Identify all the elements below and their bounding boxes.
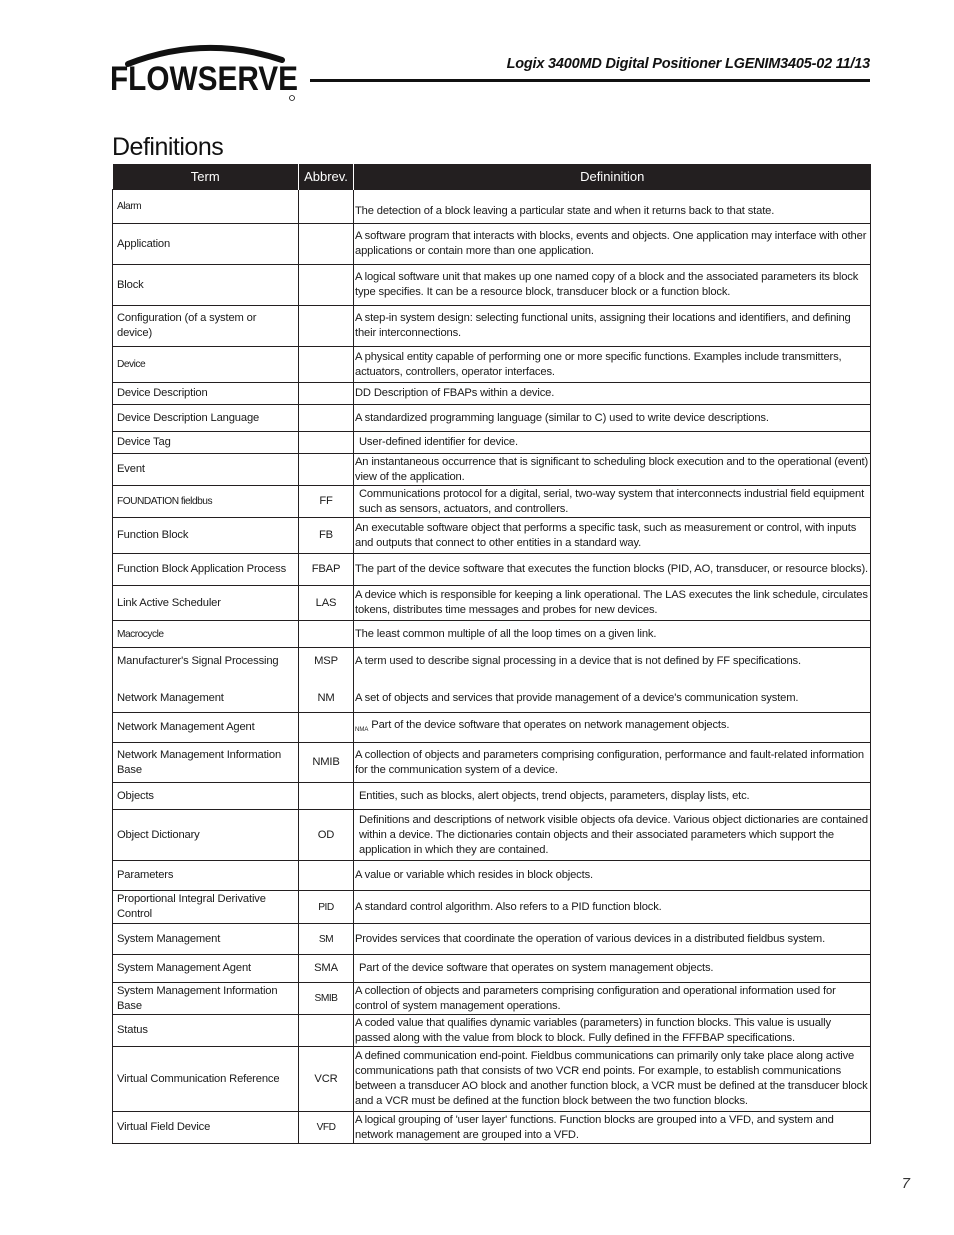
- term-cell: System Management Information Base: [113, 983, 299, 1015]
- definition-cell: An executable software object that performs a specific task, such as measurement or control, with inputs and outputs that connect to other entities in a standard way.: [354, 518, 871, 554]
- table-row: [113, 861, 871, 891]
- definition-cell: Definitions and descriptions of network visible objects ofa device. Various object dictionaries are contained within a device. The dictionaries contain objects and their associated parameters which support the application in which they are contained.: [354, 810, 871, 861]
- table-row: [113, 190, 871, 224]
- abbrev-cell: [299, 1015, 354, 1047]
- table-row: [113, 306, 871, 347]
- term-cell: Device Description Language: [113, 405, 299, 432]
- definition-cell: Part of the device software that operates on system management objects.: [354, 955, 871, 983]
- abbrev-cell: FB: [299, 518, 354, 554]
- term-cell: Object Dictionary: [113, 810, 299, 861]
- table-row: [113, 783, 871, 810]
- abbrev-cell: [299, 783, 354, 810]
- table-row: [113, 486, 871, 518]
- table-row: [113, 924, 871, 955]
- term-cell: Status: [113, 1015, 299, 1047]
- table-row: [113, 955, 871, 983]
- definition-cell: The part of the device software that executes the function blocks (PID, AO, transducer, or resource blocks).: [354, 554, 871, 586]
- table-row: [113, 1015, 871, 1047]
- abbrev-cell: [299, 265, 354, 306]
- table-header: [113, 164, 871, 190]
- table-row: [113, 983, 871, 1015]
- column-header-abbrev: Abbrev.: [299, 164, 354, 190]
- page-number: 7: [901, 1175, 910, 1192]
- term-cell: Proportional Integral Derivative Control: [113, 891, 299, 924]
- definition-cell: A software program that interacts with blocks, events and objects. One application may interface with other applications or contain more than one application.: [354, 224, 871, 265]
- section-title: Definitions: [112, 133, 224, 161]
- term-cell: Objects: [113, 783, 299, 810]
- term-cell: Device Description: [113, 383, 299, 405]
- abbrev-cell: [299, 347, 354, 383]
- definition-line: A set of objects and services that provide management of a device's communication system.: [355, 692, 799, 704]
- definition-cell: A logical software unit that makes up one named copy of a block and the associated parameters its block type specifies. It can be a resource block, transducer block or a function block.: [354, 265, 871, 306]
- abbrev-cell: SM: [299, 924, 354, 955]
- term-cell: Parameters: [113, 861, 299, 891]
- table-row: [113, 224, 871, 265]
- abbrev-cell: FF: [299, 486, 354, 518]
- abbrev-cell: FBAP: [299, 554, 354, 586]
- definition-cell: [354, 648, 871, 713]
- definition-cell: The least common multiple of all the loop times on a given link.: [354, 621, 871, 648]
- abbrev-cell: [299, 861, 354, 891]
- abbrev-cell: VCR: [299, 1047, 354, 1112]
- table-row: [113, 891, 871, 924]
- term-cell: Block: [113, 265, 299, 306]
- term-cell: Virtual Communication Reference: [113, 1047, 299, 1112]
- definition-cell: $_{NMA}$ Part of the device software that operates on network management objects.: [354, 713, 871, 743]
- table-row: [113, 347, 871, 383]
- definition-cell: A standardized programming language (similar to C) used to write device descriptions.: [354, 405, 871, 432]
- table-row: [113, 1112, 871, 1144]
- table-row: [113, 713, 871, 743]
- abbrev-cell: [299, 621, 354, 648]
- header-rule: [310, 79, 870, 82]
- definition-cell: A value or variable which resides in block objects.: [354, 861, 871, 891]
- table-row: [113, 454, 871, 486]
- column-header-definition: Defininition: [354, 164, 871, 190]
- table-row: [113, 518, 871, 554]
- document-title: Logix 3400MD Digital Positioner LGENIM3405-02 11/13: [506, 56, 870, 72]
- abbrev-cell: SMA: [299, 955, 354, 983]
- table-row: [113, 621, 871, 648]
- definition-cell: An instantaneous occurrence that is significant to scheduling block execution and to the operational (event) view of the application.: [354, 454, 871, 486]
- term-cell: Network Management Information Base: [113, 743, 299, 783]
- definition-line: A term used to describe signal processing in a device that is not defined by FF specifications.: [355, 655, 801, 667]
- abbrev-cell: VFD: [299, 1112, 354, 1144]
- table-row: [113, 383, 871, 405]
- term-cell: Virtual Field Device: [113, 1112, 299, 1144]
- definition-cell: A defined communication end-point. Fieldbus communications can primarily only take place along active communications path that consists of two VCR end points. For example, to establish communications between a transducer AO block and another function block, a VCR must be defined at the transducer block and a VCR must be defined at the function block between the two function blocks.: [354, 1047, 871, 1112]
- term-cell: System Management Agent: [113, 955, 299, 983]
- abbrev-cell: [299, 432, 354, 454]
- definition-cell: A step-in system design: selecting functional units, assigning their locations and identifiers, and defining their interconnections.: [354, 306, 871, 347]
- term-cell: Function Block: [113, 518, 299, 554]
- abbrev-cell: [299, 713, 354, 743]
- abbrev-cell: SMIB: [299, 983, 354, 1015]
- definition-cell: A collection of objects and parameters comprising configuration, performance and fault-related information for the communication system of a device.: [354, 743, 871, 783]
- abbrev-cell: NMIB: [299, 743, 354, 783]
- term-cell: Event: [113, 454, 299, 486]
- column-header-term: Term: [113, 164, 299, 190]
- table-row: [113, 586, 871, 621]
- table-row: [113, 810, 871, 861]
- table-row: [113, 405, 871, 432]
- term-cell: Configuration (of a system or device): [113, 306, 299, 347]
- definition-cell: Provides services that coordinate the operation of various devices in a distributed fieldbus system.: [354, 924, 871, 955]
- table-row: [113, 1047, 871, 1112]
- definition-cell: DD Description of FBAPs within a device.: [354, 383, 871, 405]
- definition-cell: A coded value that qualifies dynamic variables (parameters) in function blocks. This value is usually passed along with the value from block to block. Fully defined in the FFFBAP specifications.: [354, 1015, 871, 1047]
- abbrev-line: MSP: [314, 655, 338, 667]
- svg-text:FLOWSERVE: FLOWSERVE: [110, 60, 298, 98]
- abbrev-cell: [299, 306, 354, 347]
- definitions-table: [112, 164, 871, 1144]
- abbrev-cell: [299, 190, 354, 224]
- table-row: [113, 432, 871, 454]
- table-row: [113, 648, 871, 713]
- term-cell: Network Management Agent: [113, 713, 299, 743]
- table-row: [113, 265, 871, 306]
- definition-cell: A logical grouping of 'user layer' functions. Function blocks are grouped into a VFD, and system and network management are grouped into a VFD.: [354, 1112, 871, 1144]
- term-cell: FOUNDATION fieldbus: [113, 486, 299, 518]
- abbrev-cell: [299, 405, 354, 432]
- term-cell: System Management: [113, 924, 299, 955]
- term-cell: Device: [113, 347, 299, 383]
- term-cell: Macrocycle: [113, 621, 299, 648]
- definition-cell: A physical entity capable of performing one or more specific functions. Examples include transmitters, actuators, controllers, operator interfaces.: [354, 347, 871, 383]
- abbrev-cell: OD: [299, 810, 354, 861]
- definition-cell: User-defined identifier for device.: [354, 432, 871, 454]
- term-line: Network Management: [117, 692, 224, 704]
- term-cell: Link Active Scheduler: [113, 586, 299, 621]
- definition-cell: A device which is responsible for keeping a link operational. The LAS executes the link schedule, circulates tokens, distributes time messages and probes for new devices.: [354, 586, 871, 621]
- nma-prefix: NMA: [355, 726, 369, 733]
- term-cell: Application: [113, 224, 299, 265]
- abbrev-cell: [299, 454, 354, 486]
- term-cell: Device Tag: [113, 432, 299, 454]
- definition-cell: A collection of objects and parameters comprising configuration and operational information used for control of system management operations.: [354, 983, 871, 1015]
- table-row: [113, 554, 871, 586]
- abbrev-cell: PID: [299, 891, 354, 924]
- term-cell: Alarm: [113, 190, 299, 224]
- term-line: Manufacturer's Signal Processing: [117, 655, 279, 667]
- definition-cell: The detection of a block leaving a particular state and when it returns back to that state.: [354, 190, 871, 224]
- definition-cell: Communications protocol for a digital, serial, two-way system that interconnects industrial field equipment such as sensors, actuators, and controllers.: [354, 486, 871, 518]
- abbrev-cell: [299, 648, 354, 713]
- abbrev-cell: [299, 224, 354, 265]
- definition-cell: Entities, such as blocks, alert objects, trend objects, parameters, display lists, etc.: [354, 783, 871, 810]
- abbrev-line: NM: [317, 692, 335, 704]
- flowserve-logo: [110, 40, 302, 110]
- table-row: [113, 743, 871, 783]
- term-cell: [113, 648, 299, 713]
- term-cell: Function Block Application Process: [113, 554, 299, 586]
- abbrev-cell: LAS: [299, 586, 354, 621]
- abbrev-cell: [299, 383, 354, 405]
- definition-cell: A standard control algorithm. Also refers to a PID function block.: [354, 891, 871, 924]
